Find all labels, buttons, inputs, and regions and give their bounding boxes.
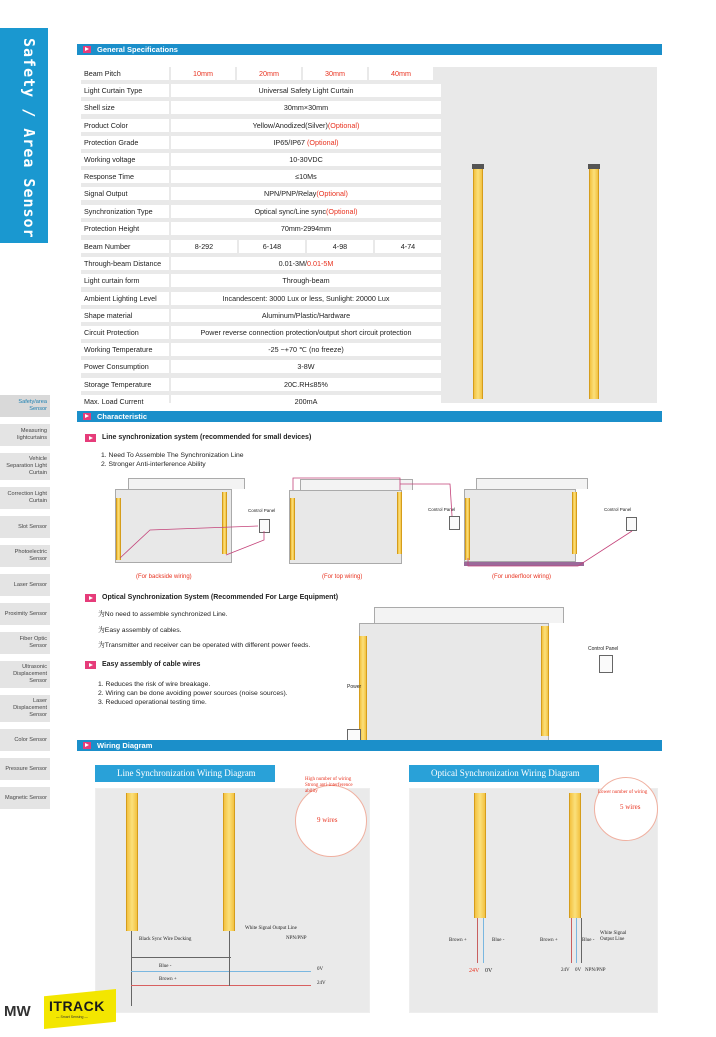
curtain — [572, 492, 577, 554]
curtain — [474, 793, 486, 918]
optical-sync-title: Optical Synchronization System (Recommended For Large Equipment) — [85, 593, 338, 603]
spec-row — [81, 257, 441, 270]
spec-value — [171, 309, 441, 322]
wire — [483, 918, 484, 963]
connector — [588, 164, 600, 169]
beam-pitch-cell: 20mm — [237, 67, 301, 80]
spec-value-text: 70mm-2994mm — [280, 223, 332, 233]
spec-value-text: 30mm×30mm — [283, 103, 329, 113]
room-diagram-top — [289, 490, 402, 564]
spec-label: Protection Grade — [81, 136, 169, 149]
spec-row — [81, 292, 441, 305]
spec-value-text: Universal Safety Light Curtain — [258, 86, 354, 96]
spec-label: Synchronization Type — [81, 205, 169, 218]
wiring-left-blue: Blue - — [159, 964, 172, 969]
spec-row — [81, 187, 441, 200]
curtain — [290, 498, 295, 560]
spec-row — [81, 136, 441, 149]
room-diagram-underfloor — [464, 489, 576, 562]
nav-ultrasonic[interactable]: Ultrasonic Displacement Sensor — [0, 661, 50, 688]
logo-itrack: ITRACK — [49, 998, 105, 1014]
spec-label: Light Curtain Type — [81, 84, 169, 97]
spec-optional: (Optional) — [316, 189, 348, 199]
nav-proximity[interactable]: Proximity Sensor — [0, 603, 50, 625]
spec-row — [81, 378, 441, 391]
spec-label: Max. Load Current — [81, 395, 169, 408]
spec-value — [171, 395, 441, 408]
spec-optional: (Optional) — [327, 120, 360, 130]
curtain — [541, 626, 549, 736]
spec-value-text: Optical sync/Line sync — [254, 206, 326, 216]
spec-value-text: 3-8W — [297, 362, 315, 372]
wiring-right-0v-b: 0V — [575, 968, 582, 973]
nav-safety-area[interactable]: Safety/area Sensor — [0, 395, 50, 417]
control-panel-label: Control Panel — [588, 646, 619, 652]
spec-value — [171, 84, 441, 97]
spec-label: Power Consumption — [81, 360, 169, 373]
spec-label: Product Color — [81, 119, 169, 132]
wiring-right-0v: 0V — [485, 968, 493, 974]
spec-row — [81, 326, 441, 339]
spec-value-text: Power reverse connection protection/output short circuit protection — [200, 328, 412, 337]
wire — [131, 985, 311, 986]
spec-row — [81, 360, 441, 373]
spec-value — [171, 326, 441, 339]
spec-value-text: Yellow/Anodized(Silver) — [252, 120, 328, 130]
spec-value — [171, 205, 441, 218]
wiring-left-sync: Black Sync Wire Docking — [139, 937, 192, 942]
spec-value-text: Incandescent: 3000 Lux or less, Sunlight: 20000 Lux — [222, 293, 390, 303]
wire — [477, 918, 478, 963]
wire — [131, 957, 231, 958]
wiring-optical-sync-panel — [409, 765, 658, 1013]
curtain — [116, 498, 121, 560]
optical-sync-point: 为Easy assembly of cables. — [98, 627, 182, 634]
spec-label: Shell size — [81, 101, 169, 114]
spec-value-text: ≤10Ms — [295, 172, 317, 182]
room-top — [374, 607, 564, 623]
wiring-right-brown: Brown + — [449, 938, 467, 943]
spec-row — [81, 274, 441, 287]
wiring-right-count: 5 wires — [620, 803, 641, 811]
wiring-left-brown: Brown + — [159, 977, 177, 982]
spec-value-text: 20C.RH≤85% — [284, 379, 328, 389]
wire — [131, 931, 132, 1006]
nav-pressure[interactable]: Pressure Sensor — [0, 758, 50, 780]
section-general-header: General Specifications — [77, 44, 662, 55]
room-diagram-optical — [359, 623, 549, 748]
spec-value — [171, 343, 441, 356]
room-top — [476, 478, 588, 489]
wiring-left-title: Line Synchronization Wiring Diagram — [95, 765, 275, 782]
side-title-bar — [0, 28, 48, 243]
spec-label: Shape material — [81, 309, 169, 322]
nav-laser[interactable]: Laser Sensor — [0, 574, 50, 596]
wiring-right-24v: 24V — [469, 968, 480, 974]
spec-value — [171, 119, 441, 132]
spec-label: Circuit Protection — [81, 326, 169, 339]
nav-laser-displacement[interactable]: Laser Displacement Sensor — [0, 695, 50, 722]
spec-row — [81, 309, 441, 322]
beam-pitch-cell: 40mm — [369, 67, 433, 80]
spec-label: Response Time — [81, 170, 169, 183]
spec-label: Through-beam Distance — [81, 257, 169, 270]
spec-row-beam-pitch — [81, 67, 433, 80]
spec-value — [171, 257, 441, 270]
connector — [472, 164, 484, 169]
wiring-left-24v: 24V — [317, 981, 326, 986]
nav-fiber-optic[interactable]: Fiber Optic Sensor — [0, 632, 50, 654]
spec-optional: (Optional) — [325, 206, 358, 216]
spec-label: Beam Number — [81, 240, 169, 253]
light-curtain-image-right — [589, 167, 599, 399]
spec-label: Light curtain form — [81, 274, 169, 287]
room-diagram-backside — [115, 489, 232, 563]
spec-value — [171, 170, 441, 183]
section-characteristic-header: Characteristic — [77, 411, 662, 422]
spec-value-text: Through-beam — [282, 276, 330, 286]
control-panel-label: Control Panel — [248, 508, 276, 513]
control-panel-box — [626, 517, 637, 531]
floor-line — [464, 562, 584, 566]
spec-row — [81, 222, 441, 235]
spec-label: Storage Temperature — [81, 378, 169, 391]
control-panel-box — [259, 519, 270, 533]
spec-value-text: 10-30VDC — [289, 155, 323, 164]
line-sync-point: 1. Need To Assemble The Synchronization Line — [101, 452, 244, 459]
easy-point: 3. Reduced operational testing time. — [98, 699, 207, 706]
optical-sync-point: 为Transmitter and receiver can be operated with different power feeds. — [98, 642, 311, 649]
wire — [576, 918, 577, 963]
wiring-right-note: Lower number of wiring — [598, 790, 648, 795]
logo-tagline: — Smart Sensing — — [56, 1015, 88, 1019]
spec-row — [81, 119, 441, 132]
beam-pitch-cell: 30mm — [303, 67, 367, 80]
spec-value — [171, 274, 441, 287]
spec-label: Signal Output — [81, 187, 169, 200]
wiring-left-signal: White Signal Output Line — [245, 926, 297, 931]
nav-vehicle-separation[interactable]: Vehicle Separation Light Curtain — [0, 453, 50, 480]
spec-value — [171, 292, 441, 305]
spec-value — [171, 136, 441, 149]
spec-value — [171, 153, 441, 166]
curtain — [223, 793, 235, 931]
spec-value-text: IP65/IP67 — [273, 137, 307, 147]
light-curtain-image-left — [473, 167, 483, 399]
spec-row-beam-number — [81, 240, 441, 253]
easy-point: 2. Wiring can be done avoiding power sources (noise sources). — [98, 690, 288, 697]
wiring-right-blue2: Blue - — [582, 938, 595, 943]
easy-point: 1. Reduces the risk of wire breakage. — [98, 681, 211, 688]
wiring-left-count: 9 wires — [317, 816, 338, 824]
spec-optional: 0.01-5M — [307, 259, 334, 269]
curtain — [397, 492, 402, 554]
wiring-right-npn: NPN/PNP — [585, 968, 606, 973]
curtain — [126, 793, 138, 931]
line-sync-point: 2. Stronger Anti-interference Ability — [101, 461, 206, 468]
nav-correction[interactable]: Correction Light Curtain — [0, 487, 50, 509]
beam-number-cell: 4-74 — [375, 240, 441, 253]
nav-measuring[interactable]: Measuring lightcurtains — [0, 424, 50, 446]
line-sync-title: Line synchronization system (recommended for small devices) — [85, 433, 311, 443]
wiring-right-blue: Blue - — [492, 938, 505, 943]
spec-value — [171, 187, 441, 200]
caption-backside: (For backside wiring) — [136, 574, 192, 580]
wiring-left-0v: 0V — [317, 967, 324, 972]
section-wiring-header: Wiring Diagram — [77, 740, 662, 751]
control-panel-box — [449, 516, 460, 530]
power-label: Power — [347, 684, 362, 690]
curtain — [569, 793, 581, 918]
spec-table — [81, 67, 657, 406]
wire — [571, 918, 572, 963]
spec-value-text: 200mA — [294, 396, 318, 406]
logo-mw: MW — [4, 1003, 31, 1020]
wire — [131, 971, 311, 972]
wiring-line-sync-panel — [95, 765, 370, 1013]
spec-row — [81, 205, 441, 218]
beam-number-cell: 8-292 — [171, 240, 237, 253]
wire — [229, 931, 230, 986]
spec-row — [81, 395, 441, 408]
nav-photoelectric[interactable]: Photoelectric Sensor — [0, 545, 50, 567]
caption-underfloor: (For underfloor wiring) — [492, 574, 552, 580]
spec-value — [171, 360, 441, 373]
side-title: Safety / Area Sensor — [20, 38, 38, 239]
curtain — [465, 498, 470, 560]
side-nav — [0, 395, 50, 816]
control-panel-box — [599, 655, 613, 673]
spec-label: Ambient Lighting Level — [81, 292, 169, 305]
nav-magnetic[interactable]: Magnetic Sensor — [0, 787, 50, 809]
wiring-right-title: Optical Synchronization Wiring Diagram — [409, 765, 599, 782]
wiring-right-brown2: Brown + — [540, 938, 558, 943]
spec-row — [81, 84, 441, 97]
caption-top: (For top wiring) — [322, 574, 363, 580]
beam-pitch-cell: 10mm — [171, 67, 235, 80]
wiring-right-24v-b: 24V — [561, 968, 570, 973]
nav-slot[interactable]: Slot Sensor — [0, 516, 50, 538]
spec-value — [171, 101, 441, 114]
spec-label: Beam Pitch — [81, 67, 169, 80]
spec-optional: (Optional) — [307, 137, 339, 147]
nav-color[interactable]: Color Sensor — [0, 729, 50, 751]
room-top — [128, 478, 245, 489]
spec-row — [81, 153, 441, 166]
spec-label: Protection Height — [81, 222, 169, 235]
spec-value-text: -25 ~+70 ℃ (no freeze) — [268, 345, 344, 355]
spec-value-text: NPN/PNP/Relay — [264, 189, 317, 199]
spec-label: Working voltage — [81, 153, 169, 166]
wiring-left-npn: NPN/PNP — [286, 936, 307, 941]
optical-sync-point: 为No need to assemble synchronized Line. — [98, 611, 228, 618]
spec-value — [171, 378, 441, 391]
spec-label: Working Temperature — [81, 343, 169, 356]
beam-number-cell: 4-98 — [307, 240, 373, 253]
spec-value-text: Aluminum/Plastic/Hardware — [261, 310, 351, 320]
control-panel-label: Control Panel — [428, 507, 456, 512]
wiring-left-note: High number of wiring Strong anti-interference ability — [305, 777, 353, 794]
beam-number-cell: 6-148 — [239, 240, 305, 253]
easy-assembly-title: Easy assembly of cable wires — [85, 660, 200, 670]
spec-row — [81, 101, 441, 114]
spec-value — [171, 222, 441, 235]
curtain — [222, 492, 227, 554]
control-panel-label: Control Panel — [604, 507, 632, 512]
logo — [0, 985, 120, 1030]
room-top — [300, 479, 413, 490]
wiring-right-signal: White Signal Output Line — [600, 931, 627, 942]
spec-row — [81, 343, 441, 356]
spec-row — [81, 170, 441, 183]
spec-value-text: 0.01-3M/ — [278, 259, 307, 269]
